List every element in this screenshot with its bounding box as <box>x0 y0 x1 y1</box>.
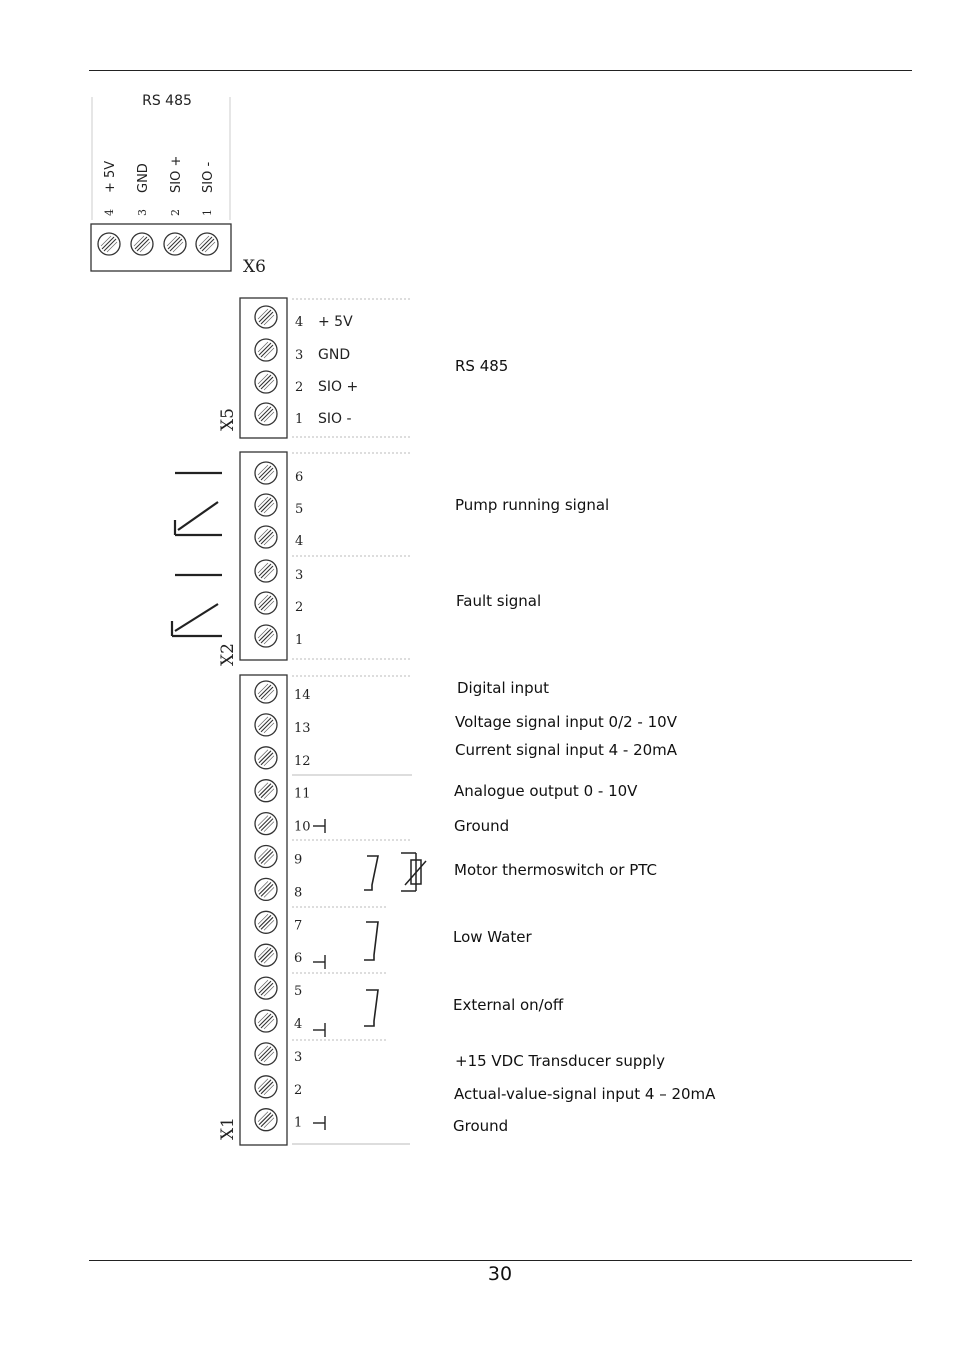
x2-screw-2 <box>255 592 277 614</box>
x1-screw-11 <box>255 780 277 802</box>
x6-screw-1 <box>196 233 218 255</box>
x1-pin-number: 6 <box>294 951 303 967</box>
x2-screw-1 <box>255 625 277 647</box>
x2-pin-number: 3 <box>295 568 304 583</box>
x1-screw-14 <box>255 681 277 703</box>
x6-pin-number: 3 <box>136 209 149 216</box>
x1-pin-number: 9 <box>294 852 303 868</box>
x1-pin-number: 2 <box>294 1082 303 1098</box>
x1-screw-4 <box>255 1010 277 1032</box>
x1-screw-8 <box>255 878 277 900</box>
x6-screw-2 <box>164 233 186 255</box>
x2-pin-number: 2 <box>295 600 304 615</box>
x1-screw-5 <box>255 977 277 999</box>
desc-low-water: Low Water <box>453 928 532 946</box>
x2-screw-6 <box>255 462 277 484</box>
x1-pin-number: 7 <box>294 918 303 934</box>
x2-block <box>172 452 412 666</box>
fault-relay-contact-symbol <box>172 575 222 636</box>
desc-external-onoff: External on/off <box>453 996 564 1014</box>
x6-pin-label: GND <box>136 163 151 193</box>
x1-screw-3 <box>255 1043 277 1065</box>
ground-symbol-4 <box>313 1023 325 1037</box>
x5-connector-label: X5 <box>218 408 238 431</box>
x6-terminal-block <box>91 224 231 271</box>
x6-pin-number: 2 <box>169 209 182 216</box>
x6-connector-label: X6 <box>243 257 266 277</box>
x5-block <box>218 298 412 438</box>
desc-pump-running: Pump running signal <box>455 496 610 514</box>
x5-pin-number: 1 <box>295 412 304 427</box>
x1-pin-number: 3 <box>294 1049 303 1065</box>
x2-screw-3 <box>255 560 277 582</box>
external-onoff-switch-symbol <box>364 990 378 1026</box>
x1-pin-number: 14 <box>294 688 311 703</box>
x1-pin-number: 5 <box>294 984 303 1000</box>
desc-digital-input: Digital input <box>457 679 549 697</box>
x2-pin-number: 1 <box>295 633 304 648</box>
x1-pin-number: 12 <box>294 753 311 769</box>
desc-analogue-output: Analogue output 0 - 10V <box>454 782 638 800</box>
ground-symbol-1 <box>313 1116 325 1130</box>
x6-pin-label: SIO - <box>201 161 216 193</box>
x5-pin-number: 2 <box>295 380 304 395</box>
x6-block <box>91 93 266 277</box>
desc-ground-1: Ground <box>454 817 510 835</box>
desc-rs485: RS 485 <box>455 357 509 375</box>
x1-pin-number: 11 <box>294 786 311 802</box>
ptc-resistor-symbol <box>401 853 426 891</box>
desc-voltage-input: Voltage signal input 0/2 - 10V <box>455 713 677 731</box>
x2-pin-number: 6 <box>295 470 304 485</box>
thermoswitch-symbol <box>364 856 378 890</box>
x5-pin-number: 4 <box>295 315 304 330</box>
x2-screw-5 <box>255 494 277 516</box>
x1-connector-label: X1 <box>218 1117 238 1140</box>
x6-pin-number: 1 <box>201 209 214 216</box>
desc-ground-2: Ground <box>453 1117 509 1135</box>
x1-pin-number: 13 <box>294 720 311 736</box>
x1-pin-number: 10 <box>294 819 311 835</box>
x5-pin-label: GND <box>318 347 351 363</box>
x5-terminal-block <box>240 298 287 438</box>
x6-screw-4 <box>98 233 120 255</box>
ground-symbol-6 <box>313 955 325 969</box>
x6-title: RS 485 <box>142 93 192 109</box>
x5-screw-3 <box>255 339 277 361</box>
x1-screw-12 <box>255 747 277 769</box>
x2-connector-label: X2 <box>218 643 238 666</box>
desc-fault: Fault signal <box>456 592 542 610</box>
x1-pin-number: 4 <box>294 1017 303 1032</box>
x2-screw-4 <box>255 526 277 548</box>
x1-screw-1 <box>255 1109 277 1131</box>
x5-pin-number: 3 <box>295 348 304 363</box>
desc-transducer-supply: +15 VDC Transducer supply <box>455 1052 665 1070</box>
x5-pin-label: SIO - <box>318 411 352 427</box>
x1-screw-2 <box>255 1076 277 1098</box>
ground-symbol-10 <box>313 819 325 833</box>
desc-current-input: Current signal input 4 - 20mA <box>455 741 678 759</box>
x2-pin-number: 5 <box>295 502 304 517</box>
x1-pin-number: 8 <box>294 885 303 901</box>
x2-pin-number: 4 <box>295 534 304 549</box>
x1-terminal-block <box>240 675 287 1145</box>
x6-pin-number: 4 <box>103 209 116 216</box>
x6-pin-label: + 5V <box>103 160 118 193</box>
x5-pin-label: + 5V <box>318 314 353 330</box>
page-number: 30 <box>487 1263 513 1285</box>
x1-block <box>218 675 426 1145</box>
x6-screw-3 <box>131 233 153 255</box>
ground-symbols <box>313 819 325 1130</box>
x1-screw-9 <box>255 846 277 868</box>
x5-pin-label: SIO + <box>318 379 359 395</box>
x6-pin-label: SIO + <box>169 155 184 193</box>
x1-screw-13 <box>255 714 277 736</box>
x5-screw-4 <box>255 306 277 328</box>
x1-screw-7 <box>255 911 277 933</box>
x5-screw-1 <box>255 403 277 425</box>
pump-relay-contact-symbol <box>175 473 222 535</box>
low-water-switch-symbol <box>364 922 378 960</box>
desc-actual-value: Actual-value-signal input 4 – 20mA <box>454 1085 716 1103</box>
x1-screw-6 <box>255 944 277 966</box>
desc-motor-thermo: Motor thermoswitch or PTC <box>454 861 657 879</box>
x1-pin-number: 1 <box>294 1115 303 1131</box>
x5-screw-2 <box>255 371 277 393</box>
x1-screw-10 <box>255 813 277 835</box>
